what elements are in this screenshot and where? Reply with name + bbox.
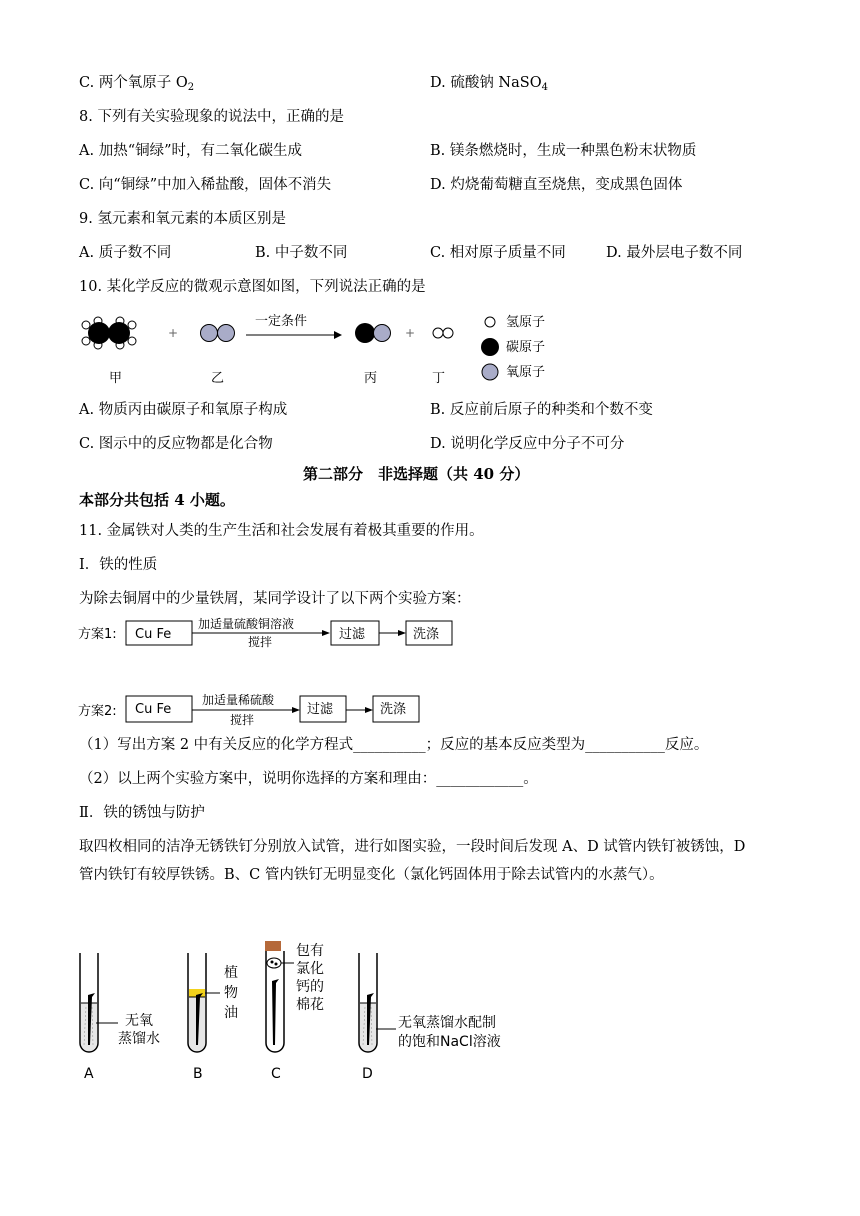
- arrow-head-icon: [334, 331, 342, 339]
- reaction-diagram: [0, 305, 860, 405]
- q11-text-2a: 取四枚相同的洁净无锈铁钉分别放入试管，进行如图实验，一段时间后发现 A、D 试管内铁钉被锈蚀，D: [79, 839, 746, 855]
- note-c-3: 钙的: [296, 979, 324, 995]
- q10-option-b: B. 反应前后原子的种类和个数不变: [430, 402, 653, 418]
- q8-option-b: B. 镁条燃烧时，生成一种黑色粉末状物质: [430, 143, 697, 159]
- scheme-2-flowchart: [0, 690, 860, 730]
- q10-option-c: C. 图示中的反应物都是化合物: [79, 436, 273, 452]
- tube-a-icon: [80, 953, 118, 1052]
- q11-stem: 11. 金属铁对人类的生产生活和社会发展有着极其重要的作用。: [79, 523, 484, 539]
- scheme-1-wash: 洗涤: [413, 627, 440, 642]
- scheme-1-flowchart: [0, 613, 860, 653]
- label-ding: 丁: [432, 371, 446, 386]
- note-d-2: 的饱和NaCl溶液: [398, 1034, 501, 1050]
- part2-title: 第二部分 非选择题（共 40 分）: [303, 465, 530, 483]
- note-b-2: 物: [224, 985, 238, 1001]
- note-a-1: 无氧: [125, 1013, 153, 1029]
- tube-c-icon: [265, 941, 294, 1052]
- molecule-yi-icon: [201, 325, 235, 342]
- note-a-2: 蒸馏水: [118, 1031, 160, 1047]
- tube-label-d: D: [362, 1066, 373, 1082]
- q8-option-d: D. 灼烧葡萄糖直至烧焦，变成黑色固体: [430, 177, 683, 193]
- plus-sign-1: +: [168, 326, 179, 340]
- q9-option-d: D. 最外层电子数不同: [606, 245, 743, 261]
- q11-section-1: I．铁的性质: [79, 557, 158, 573]
- q10-option-d: D. 说明化学反应中分子不可分: [430, 436, 625, 452]
- cotton-icon: [267, 958, 281, 968]
- tube-label-c: C: [271, 1066, 281, 1082]
- label-yi: 乙: [211, 371, 225, 386]
- scheme-2-filter: 过滤: [307, 702, 334, 717]
- q9-option-a: A. 质子数不同: [79, 245, 172, 261]
- scheme-2-label: 方案2:: [78, 704, 117, 719]
- label-bing: 丙: [364, 371, 378, 386]
- tube-label-b: B: [193, 1066, 203, 1082]
- scheme-1-label: 方案1:: [78, 627, 117, 642]
- scheme-1-filter: 过滤: [339, 627, 366, 642]
- scheme-1-stir: 搅拌: [248, 635, 273, 649]
- note-d-1: 无氧蒸馏水配制: [398, 1015, 496, 1031]
- legend-oxygen: 氧原子: [506, 365, 546, 380]
- q9-option-c: C. 相对原子质量不同: [430, 245, 566, 261]
- q10-option-a: A. 物质丙由碳原子和氧原子构成: [79, 402, 288, 418]
- q11-sub-1: （1）写出方案 2 中有关反应的化学方程式__________；反应的基本反应类型为___________反应。: [79, 737, 709, 753]
- tube-label-a: A: [84, 1066, 94, 1082]
- q10-stem: 10. 某化学反应的微观示意图如图，下列说法正确的是: [79, 279, 426, 295]
- q9-stem: 9. 氢元素和氧元素的本质区别是: [79, 211, 286, 227]
- scheme-1-reagent: 加适量硫酸铜溶液: [198, 617, 295, 631]
- q11-text-1: 为除去铜屑中的少量铁屑，某同学设计了以下两个实验方案：: [79, 591, 471, 607]
- q7-option-d: D. 硫酸钠 NaSO$_4$: [430, 75, 548, 93]
- note-b-3: 油: [224, 1005, 238, 1021]
- tube-b-icon: [188, 953, 220, 1052]
- legend-carbon-icon: [481, 338, 499, 356]
- note-b-1: 植: [224, 965, 238, 981]
- scheme-2-stir: 搅拌: [230, 713, 255, 727]
- scheme-2-wash: 洗涤: [380, 702, 407, 717]
- q8-option-a: A. 加热“铜绿”时，有二氧化碳生成: [79, 143, 303, 159]
- molecule-jia-icon: [82, 317, 136, 349]
- q11-text-2b: 管内铁钉有较厚铁锈。B、C 管内铁钉无明显变化（氯化钙固体用于除去试管内的水蒸气）。: [79, 867, 664, 883]
- note-c-1: 包有: [296, 943, 324, 959]
- scheme-1-box: Cu Fe: [135, 627, 172, 642]
- reaction-condition: 一定条件: [255, 314, 308, 329]
- legend-hydrogen-icon: [485, 317, 495, 327]
- q11-section-2: Ⅱ．铁的锈蚀与防护: [79, 805, 205, 821]
- tube-d-icon: [359, 953, 396, 1052]
- part2-intro: 本部分共包括 4 小题。: [79, 491, 235, 509]
- legend-oxygen-icon: [482, 364, 498, 380]
- plus-sign-2: +: [405, 326, 416, 340]
- legend-hydrogen: 氢原子: [506, 315, 546, 330]
- cork-icon: [265, 941, 281, 951]
- scheme-2-box: Cu Fe: [135, 702, 172, 717]
- q8-stem: 8. 下列有关实验现象的说法中，正确的是: [79, 109, 344, 125]
- note-c-4: 棉花: [296, 997, 324, 1013]
- label-jia: 甲: [109, 371, 123, 386]
- note-c-2: 氯化: [296, 961, 324, 977]
- nail-c-icon: [272, 979, 279, 1045]
- q8-option-c: C. 向“铜绿”中加入稀盐酸，固体不消失: [79, 177, 332, 193]
- test-tube-figure: [0, 935, 860, 1085]
- molecule-ding-icon: [433, 328, 453, 338]
- q11-sub-2: （2）以上两个实验方案中，说明你选择的方案和理由：____________。: [79, 771, 538, 787]
- q7-option-c: C. 两个氧原子 $O_2$: [79, 75, 195, 93]
- molecule-bing-icon: [355, 323, 391, 343]
- legend-carbon: 碳原子: [506, 340, 546, 355]
- q9-option-b: B. 中子数不同: [255, 245, 348, 261]
- scheme-2-reagent: 加适量稀硫酸: [202, 693, 275, 707]
